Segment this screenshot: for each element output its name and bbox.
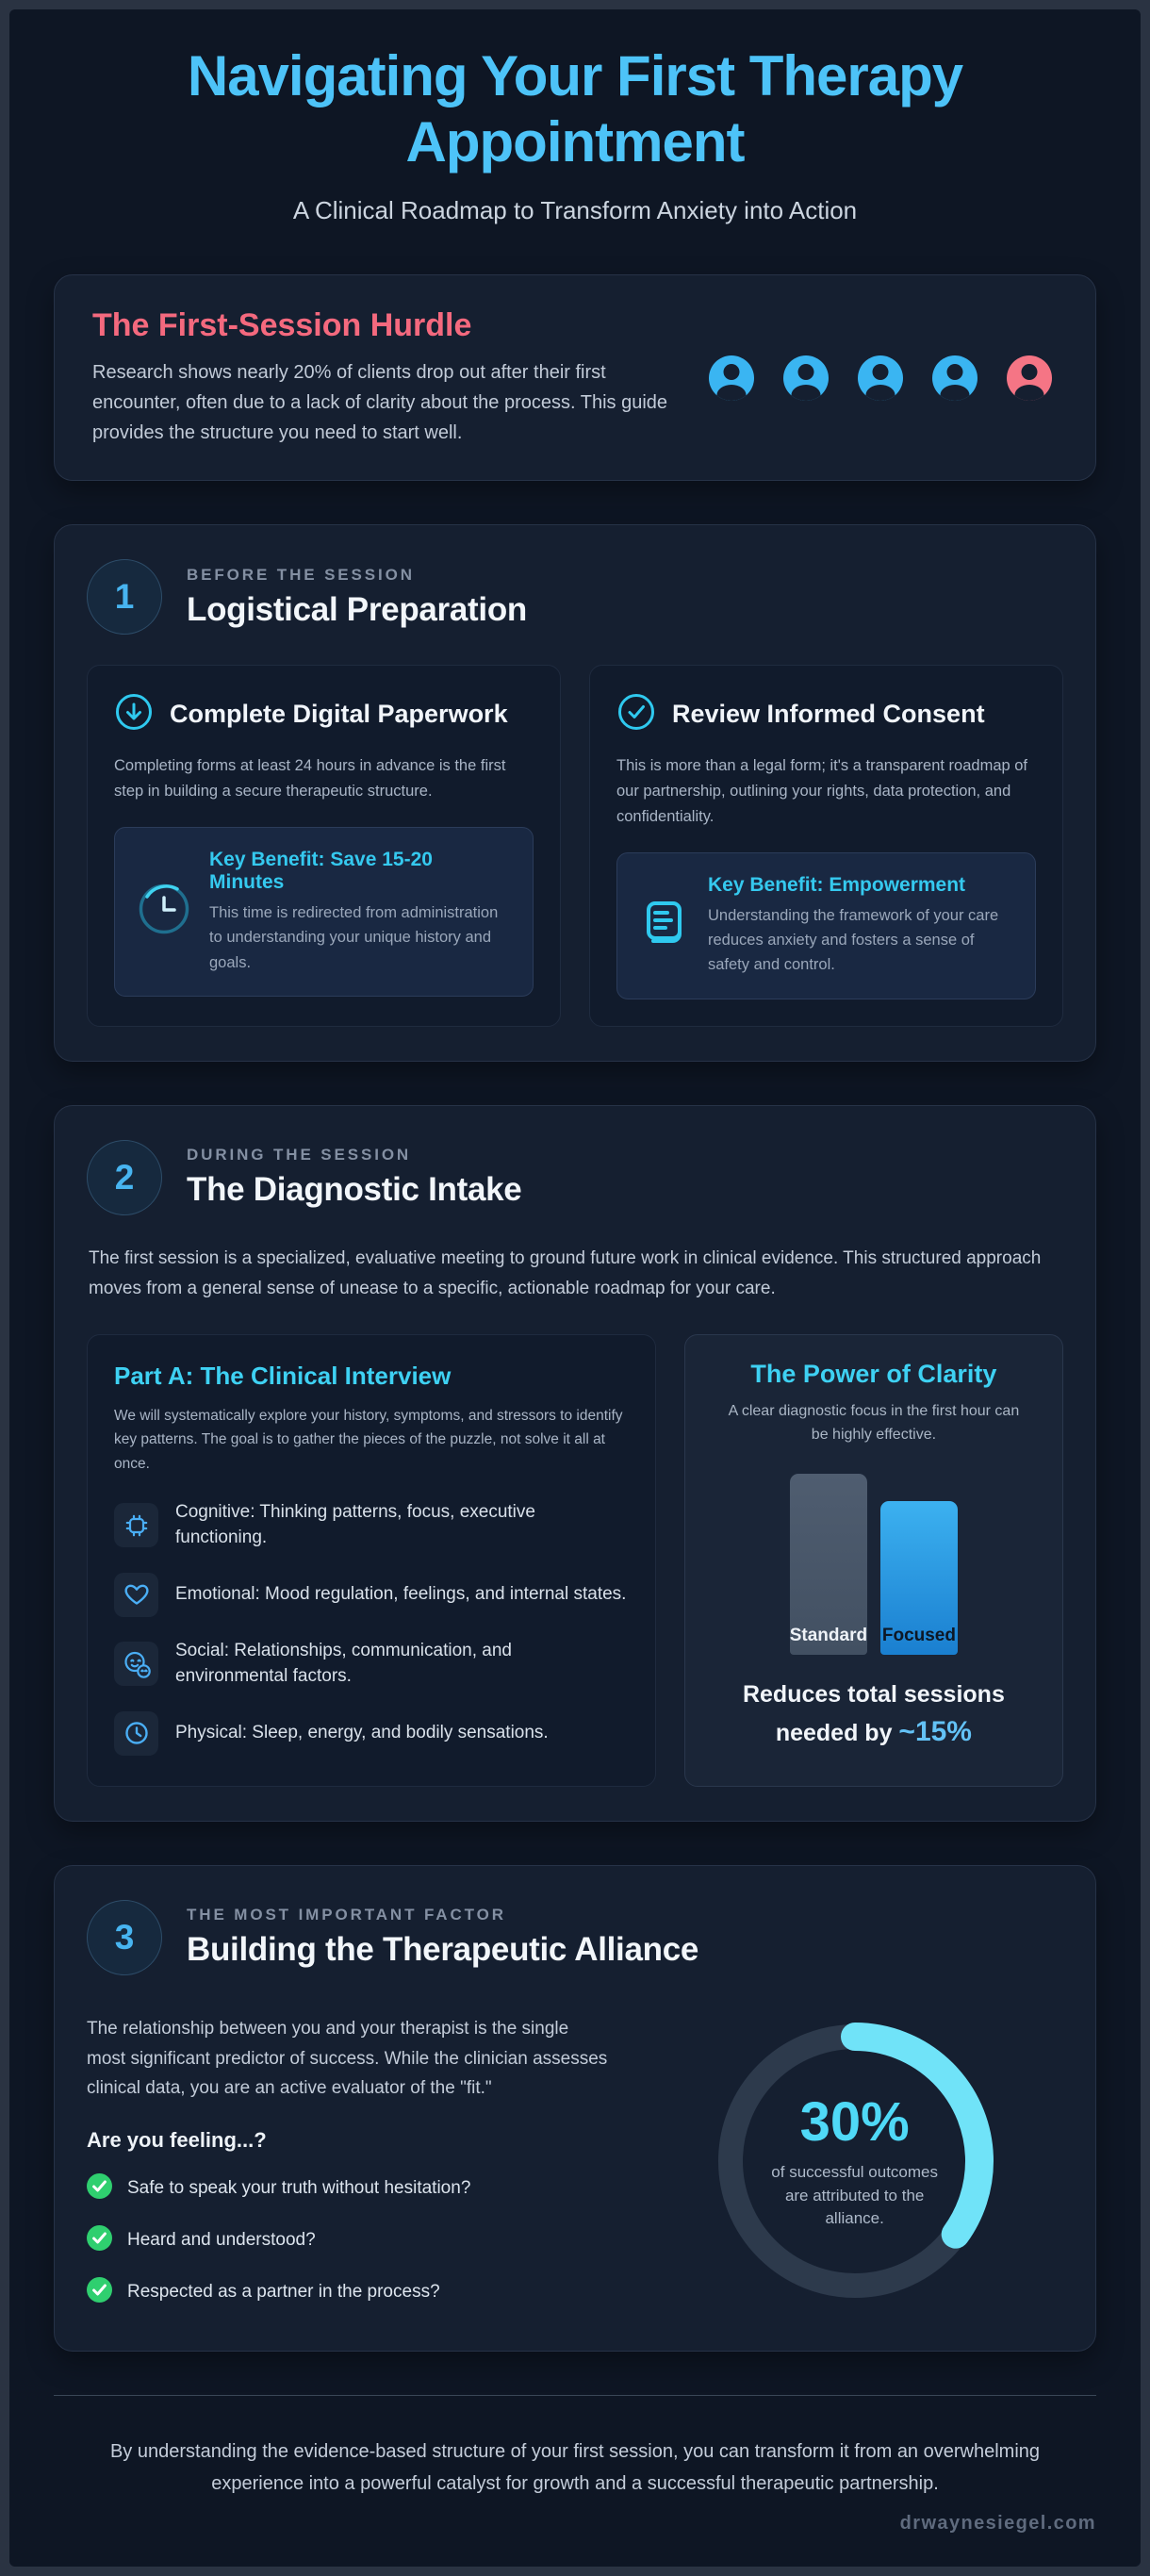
clarity-title: The Power of Clarity: [750, 1360, 997, 1389]
section-logistical-preparation: [54, 524, 1096, 1061]
paperwork-card-body: Completing forms at least 24 hours in advance is the first step in building a secure therapeutic structure.: [114, 757, 506, 801]
infographic-page: [9, 9, 1141, 2567]
section-1-title: Logistical Preparation: [187, 590, 527, 628]
clinical-interview-body: We will systematically explore your history, symptoms, and stressors to identify key patterns. The goal is to gather the pieces of the puzzle, not solve it all at once.: [114, 1408, 623, 1472]
section-diagnostic-intake: [54, 1105, 1096, 1822]
closing-text: By understanding the evidence-based structure of your first session, you can transform it from an overwhelming experience into a powerful catalyst for growth and a successful therapeutic partnership.: [109, 2440, 1041, 2494]
client-avatar-icon: [932, 355, 978, 401]
section-therapeutic-alliance: [54, 1865, 1096, 2352]
section-2-title: The Diagnostic Intake: [187, 1171, 522, 1209]
page-title: Navigating Your First Therapy Appointment: [187, 44, 963, 174]
chip-icon: [114, 1503, 158, 1547]
hurdle-title: The First-Session Hurdle: [92, 307, 472, 344]
green-check-icon: [87, 2225, 112, 2255]
checklist-item-text: Respected as a partner in the process?: [127, 2282, 440, 2303]
footer-divider: [54, 2395, 1096, 2396]
client-avatar-icon: [783, 355, 829, 401]
section-1-eyebrow: BEFORE THE SESSION: [187, 565, 415, 584]
section-1-header: [87, 559, 1063, 635]
hurdle-text: [92, 307, 681, 448]
section-3-title: Building the Therapeutic Alliance: [187, 1931, 699, 1968]
dropout-avatar-row: [709, 355, 1058, 401]
arrow-down-circle-icon: [114, 692, 154, 736]
clock-icon: [114, 1711, 158, 1756]
consent-card: [589, 665, 1063, 1026]
section-3-eyebrow: THE MOST IMPORTANT FACTOR: [187, 1906, 506, 1924]
paperwork-benefit-body: This time is redirected from administration to understanding your unique history and goals.: [209, 903, 499, 971]
checklist-item: [87, 2173, 608, 2204]
clarity-subtitle: A clear diagnostic focus in the first hour can be highly effective.: [728, 1403, 1020, 1444]
bar-chart: [708, 1466, 1040, 1655]
section-2-eyebrow: DURING THE SESSION: [187, 1146, 412, 1164]
list-item-text: Physical: Sleep, energy, and bodily sensations.: [175, 1722, 549, 1742]
page-header: [9, 43, 1141, 225]
step-number-badge: 3: [87, 1900, 162, 1975]
donut-caption: of successful outcomes are attributed to the alliance.: [771, 2163, 938, 2228]
bar-focused-label: Focused: [881, 1625, 956, 1645]
faces-icon: [114, 1642, 158, 1686]
hurdle-card: [54, 274, 1096, 481]
paperwork-benefit-title: Key Benefit: Save 15-20 Minutes: [209, 848, 433, 893]
feeling-checklist: [87, 2173, 608, 2307]
checklist-title: Are you feeling...?: [87, 2128, 267, 2153]
list-item: [114, 1500, 629, 1551]
paperwork-benefit-box: [114, 827, 534, 997]
document-icon: [638, 897, 691, 954]
list-item: [114, 1573, 629, 1617]
list-item-text: Emotional: Mood regulation, feelings, and internal states.: [175, 1583, 627, 1604]
list-item: [114, 1639, 629, 1690]
bar-standard: [790, 1474, 867, 1655]
consent-benefit-body: Understanding the framework of your care reduces anxiety and fosters a sense of safety and control.: [708, 906, 999, 974]
dropout-client-avatar-icon: [1007, 355, 1052, 401]
checklist-item: [87, 2277, 608, 2307]
client-avatar-icon: [709, 355, 754, 401]
checklist-item-text: Safe to speak your truth without hesitation?: [127, 2178, 471, 2199]
donut-value: 30%: [799, 2091, 910, 2154]
list-item-text: Cognitive: Thinking patterns, focus, executive functioning.: [175, 1501, 535, 1547]
section-2-header: [87, 1140, 1063, 1215]
list-item-text: Social: Relationships, communication, and environmental factors.: [175, 1640, 512, 1686]
assessment-domain-list: [114, 1500, 629, 1756]
client-avatar-icon: [858, 355, 903, 401]
hurdle-body: Research shows nearly 20% of clients drop out after their first encounter, often due to a lack of clarity about the process. This guide provides the structure you need to start well.: [92, 362, 668, 444]
power-of-clarity-card: [684, 1334, 1063, 1786]
page-footer: [54, 2395, 1096, 2535]
green-check-icon: [87, 2173, 112, 2204]
section-2-intro: The first session is a specialized, evaluative meeting to ground future work in clinical evidence. This structured approach moves from a general sense of unease to a specific, actionable roadmap for your care.: [89, 1247, 1042, 1298]
bar-standard-label: Standard: [789, 1625, 868, 1645]
paperwork-card-title: Complete Digital Paperwork: [170, 700, 508, 729]
clinical-interview-title: Part A: The Clinical Interview: [114, 1362, 452, 1391]
section-3-header: [87, 1900, 1063, 1975]
alliance-body: The relationship between you and your therapist is the single most significant predictor of success. While the clinician assesses clinical data, you are an active evaluator of the "fit.": [87, 2018, 608, 2099]
checklist-item: [87, 2225, 608, 2255]
bar-focused: [880, 1501, 958, 1655]
reduction-value: ~15%: [898, 1716, 972, 1748]
heart-icon: [114, 1573, 158, 1617]
clinical-interview-card: [87, 1334, 656, 1786]
website-credit[interactable]: drwaynesiegel.com: [899, 2512, 1096, 2534]
list-item: [114, 1711, 629, 1756]
check-circle-icon: [616, 692, 656, 736]
clock-icon: [136, 881, 192, 942]
page-subtitle: A Clinical Roadmap to Transform Anxiety into Action: [292, 196, 858, 225]
consent-card-body: This is more than a legal form; it's a transparent roadmap of our partnership, outlining your rights, data protection, and confidentiality.: [616, 757, 1028, 825]
donut-chart: [699, 2006, 1010, 2317]
consent-benefit-box: [616, 852, 1036, 999]
checklist-item-text: Heard and understood?: [127, 2230, 316, 2251]
consent-card-title: Review Informed Consent: [672, 700, 985, 729]
green-check-icon: [87, 2277, 112, 2307]
clarity-caption: Reduces total sessions needed by ~15%: [742, 1680, 1005, 1748]
consent-benefit-title: Key Benefit: Empowerment: [708, 873, 966, 896]
step-number-badge: 2: [87, 1140, 162, 1215]
paperwork-card: [87, 665, 561, 1026]
step-number-badge: 1: [87, 559, 162, 635]
